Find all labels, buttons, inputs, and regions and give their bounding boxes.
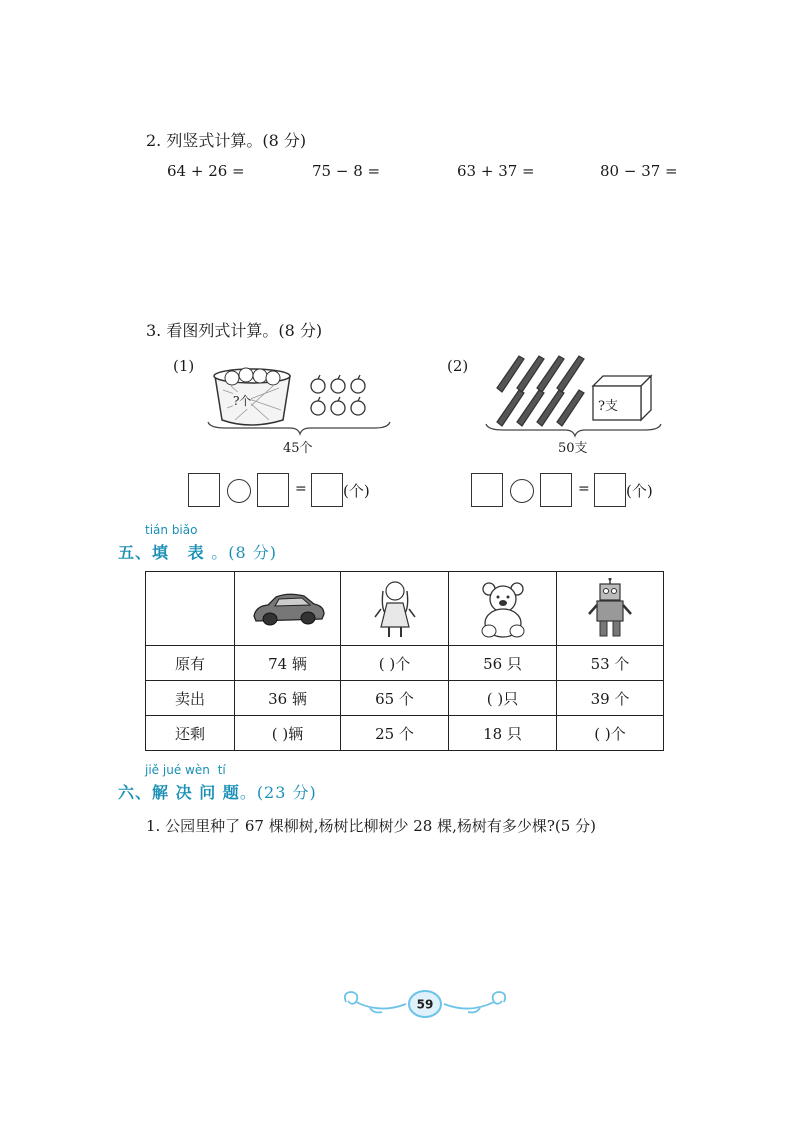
section-5-title [118, 540, 277, 563]
cell-sold-doll: 65 个 [341, 681, 449, 716]
apple-basket-icon [214, 368, 290, 425]
equals-sign-2: = [578, 481, 590, 497]
pinyin-wen: wèn [185, 763, 210, 777]
apples-total: 45个 [283, 441, 313, 456]
cell-original-doll[interactable]: ( )个 [341, 646, 449, 681]
section-6-char-4: 题 [222, 783, 240, 802]
doll-icon [373, 577, 417, 641]
equation-3: 63 + 37 = [457, 162, 535, 180]
unit-label-1: (个) [343, 482, 370, 500]
cell-remaining-car[interactable]: ( )辆 [235, 716, 341, 751]
cell-remaining-doll: 25 个 [341, 716, 449, 751]
robot-cell [557, 572, 664, 646]
teddy-bear-icon [475, 579, 531, 639]
question-2-title: 2. 列竖式计算。(8 分) [146, 131, 307, 150]
row-label-sold: 卖出 [146, 681, 235, 716]
section-6-char-1: 解 [152, 783, 170, 802]
fill-table [145, 571, 664, 751]
operator-circle-2[interactable] [510, 479, 534, 503]
robot-icon [585, 578, 635, 640]
box-label: ?支 [598, 399, 618, 414]
section-5-pinyin: tián biǎo [145, 523, 198, 537]
equation-4: 80 − 37 = [600, 162, 678, 180]
pencils-icon [497, 356, 584, 426]
section-6-char-3: 问 [199, 783, 217, 802]
pinyin-jie: jiě [145, 763, 160, 777]
section-6-pinyin [145, 763, 226, 777]
pinyin-ti: tí [217, 763, 226, 777]
section-5-points: 。(8 分) [211, 543, 277, 562]
swirl-left-icon [345, 992, 406, 1013]
answer-box-1b[interactable] [257, 473, 289, 507]
pinyin-jue: jué [162, 763, 182, 777]
swirl-right-icon [444, 992, 505, 1013]
part-2-label: (2) [447, 357, 469, 375]
equation-1: 64 + 26 = [167, 162, 245, 180]
section-6-question-1: 1. 公园里种了 67 棵柳树,杨树比柳树少 28 棵,杨树有多少棵?(5 分) [146, 817, 596, 835]
section-5-char-1: 填 [152, 543, 170, 562]
page-number: 59 [416, 997, 434, 1012]
section-6-title [118, 780, 317, 803]
footer-ornament [340, 984, 510, 1024]
answer-box-2c[interactable] [594, 473, 626, 507]
doll-cell [341, 572, 449, 646]
section-5-char-2: 表 [187, 543, 205, 562]
table-row [146, 646, 664, 681]
table-row [146, 716, 664, 751]
pencils-total: 50支 [558, 441, 588, 456]
section-6-points: 。(23 分) [239, 783, 317, 802]
table-header-row [146, 572, 664, 646]
bear-cell [449, 572, 557, 646]
cell-sold-robot: 39 个 [557, 681, 664, 716]
cell-sold-bear[interactable]: ( )只 [449, 681, 557, 716]
car-icon [250, 588, 326, 630]
answer-box-1a[interactable] [188, 473, 220, 507]
car-cell [235, 572, 341, 646]
question-3-title: 3. 看图列式计算。(8 分) [146, 321, 323, 340]
operator-circle-1[interactable] [227, 479, 251, 503]
row-label-remaining: 还剩 [146, 716, 235, 751]
cell-remaining-robot[interactable]: ( )个 [557, 716, 664, 751]
equation-2: 75 − 8 = [312, 162, 381, 180]
cell-remaining-bear: 18 只 [449, 716, 557, 751]
cell-original-car: 74 辆 [235, 646, 341, 681]
apples-group-icon [311, 375, 365, 415]
part-1-label: (1) [173, 357, 195, 375]
section-5-number: 五、 [118, 543, 153, 562]
cell-sold-car: 36 辆 [235, 681, 341, 716]
brace-icon [486, 424, 661, 436]
unit-label-2: (个) [626, 482, 653, 500]
section-6-number: 六、 [118, 783, 153, 802]
basket-label: ?个 [233, 394, 252, 408]
answer-box-2b[interactable] [540, 473, 572, 507]
equals-sign-1: = [295, 481, 307, 497]
cell-original-robot: 53 个 [557, 646, 664, 681]
answer-box-2a[interactable] [471, 473, 503, 507]
row-label-original: 原有 [146, 646, 235, 681]
section-6-char-2: 决 [175, 783, 193, 802]
answer-box-1c[interactable] [311, 473, 343, 507]
table-row [146, 681, 664, 716]
cell-original-bear: 56 只 [449, 646, 557, 681]
table-corner-cell [146, 572, 235, 646]
